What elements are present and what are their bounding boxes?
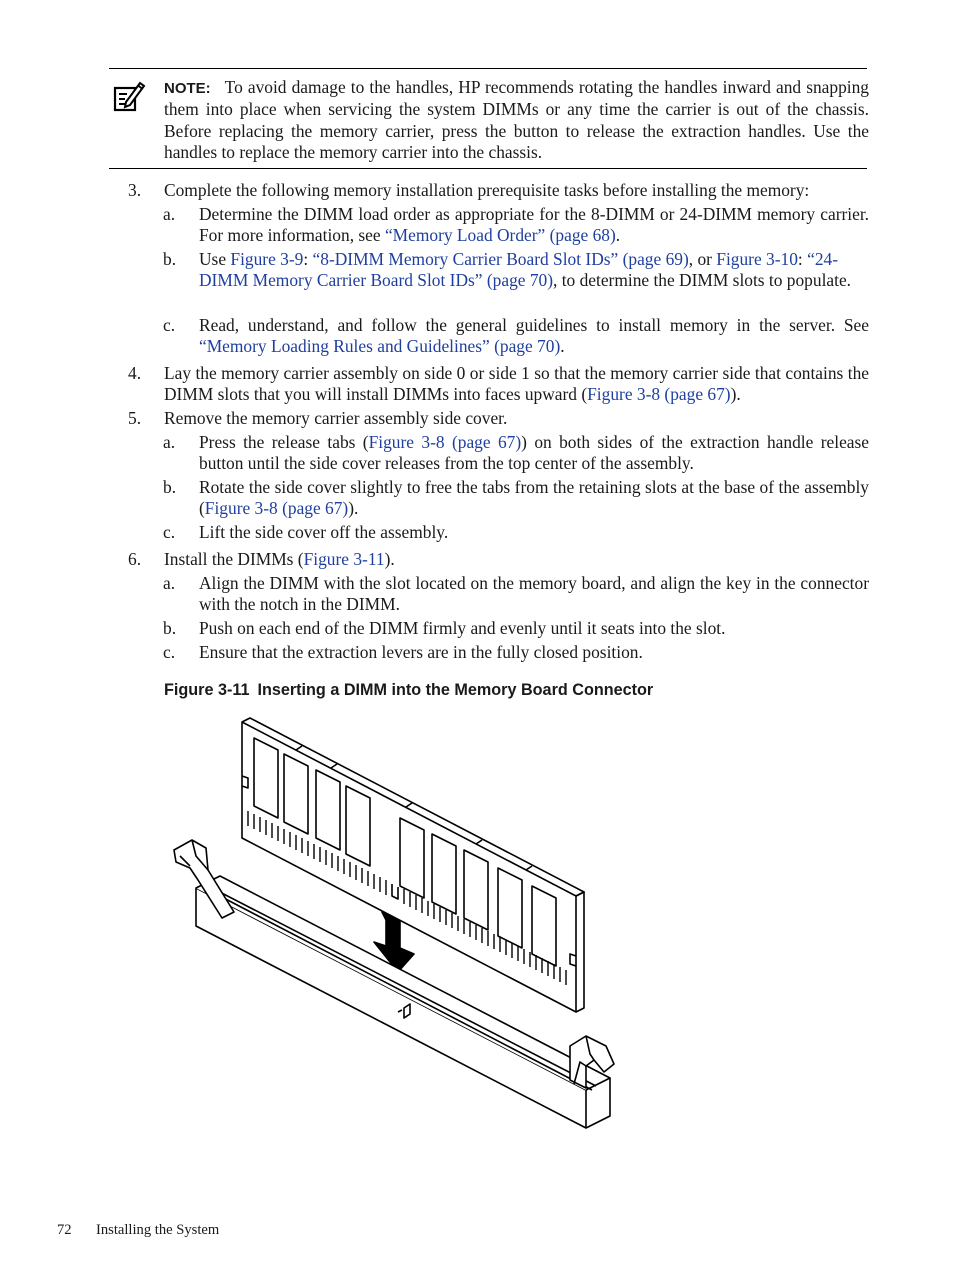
- note-bottom-rule: [109, 168, 867, 169]
- figure-number: Figure 3-11: [164, 681, 250, 699]
- step-6c-text: Ensure that the extraction levers are in the fully closed position.: [199, 642, 643, 662]
- step-3-text: Complete the following memory installation prerequisite tasks before installing the memory:: [164, 180, 810, 200]
- figure-3-9-link[interactable]: Figure 3-9: [230, 249, 304, 269]
- step-6a-letter: a.: [163, 573, 176, 593]
- note-text: [164, 77, 869, 163]
- figure-3-8-link[interactable]: Figure 3-8 (page 67): [204, 498, 349, 519]
- dimm-insertion-illustration: [166, 716, 626, 1136]
- step-3b-letter: b.: [163, 249, 177, 269]
- step-5c-text: Lift the side cover off the assembly.: [199, 522, 449, 542]
- figure-3-11-link[interactable]: Figure 3-11: [303, 549, 385, 569]
- step-3a-letter: a.: [163, 204, 176, 224]
- step-3b-text: Use Figure 3-9: “8-DIMM Memory Carrier Board Slot IDs” (page 69), or Figure 3-10: “24-DIMM Memory Carrier Board Slot IDs” (page 70), to determine the DIMM slots to populate.: [199, 249, 852, 291]
- step-3a-text: Determine the DIMM load order as appropriate for the 8-DIMM or 24-DIMM memory carrier. For more information, see “Memory Load Order” (page 68).: [199, 204, 869, 246]
- step-3c-text: Read, understand, and follow the general guidelines to install memory in the server. See “Memory Loading Rules and Guidelines” (page 70).: [199, 315, 869, 357]
- note-body: To avoid damage to the handles, HP recommends rotating the handles inward and snapping them into place when servicing the system DIMMs or any time the carrier is out of the chassis. Before replacing the memory carrier, press the button to release the extraction handles. Use the handles to replace the memory carrier into the chassis.: [164, 77, 869, 162]
- note-top-rule: [109, 68, 867, 69]
- step-5-text: Remove the memory carrier assembly side cover.: [164, 408, 508, 428]
- step-6-number: 6.: [128, 549, 142, 569]
- step-5b-text: Rotate the side cover slightly to free the tabs from the retaining slots at the base of the assembly (Figure 3-8 (page 67)).: [199, 477, 869, 519]
- step-6c-letter: c.: [163, 642, 176, 662]
- step-6a-text: Align the DIMM with the slot located on the memory board, and align the key in the connector with the notch in the DIMM.: [199, 573, 869, 615]
- step-5a-text: Press the release tabs (Figure 3-8 (page 67)) on both sides of the extraction handle release button until the side cover releases from the top center of the assembly.: [199, 432, 869, 474]
- step-5b-letter: b.: [163, 477, 177, 497]
- step-6b-text: Push on each end of the DIMM firmly and evenly until it seats into the slot.: [199, 618, 726, 638]
- step-4-text: Lay the memory carrier assembly on side 0 or side 1 so that the memory carrier side that contains the DIMM slots that you will install DIMMs into faces upward (Figure 3-8 (page 67)).: [164, 363, 869, 405]
- step-3c-letter: c.: [163, 315, 176, 335]
- figure-3-8-link[interactable]: Figure 3-8 (page 67): [368, 432, 522, 452]
- memory-load-order-link[interactable]: “Memory Load Order” (page 68): [384, 225, 616, 246]
- 8-dimm-slot-ids-link[interactable]: “8-DIMM Memory Carrier Board Slot IDs” (page 69): [312, 249, 689, 269]
- step-5c-letter: c.: [163, 522, 176, 542]
- figure-title: Inserting a DIMM into the Memory Board Connector: [257, 681, 654, 699]
- step-6b-letter: b.: [163, 618, 177, 638]
- footer-section-title: Installing the System: [96, 1222, 220, 1238]
- figure-3-8-link[interactable]: Figure 3-8 (page 67): [587, 384, 731, 405]
- figure-3-10-link[interactable]: Figure 3-10: [716, 249, 798, 269]
- step-5-number: 5.: [128, 408, 142, 428]
- step-5a-letter: a.: [163, 432, 176, 452]
- step-6-text: Install the DIMMs (Figure 3-11).: [164, 549, 395, 569]
- step-4-number: 4.: [128, 363, 142, 383]
- step-3-number: 3.: [128, 180, 142, 200]
- note-label: NOTE:: [164, 80, 211, 97]
- 24-dimm-slot-ids-link[interactable]: “24-DIMM Memory Carrier Board Slot IDs” (page 70): [199, 249, 839, 291]
- figure-caption: [164, 681, 653, 700]
- memory-loading-rules-link[interactable]: “Memory Loading Rules and Guidelines” (page 70): [199, 336, 561, 357]
- note-pencil-icon: [112, 80, 146, 112]
- page-number: 72: [57, 1222, 72, 1238]
